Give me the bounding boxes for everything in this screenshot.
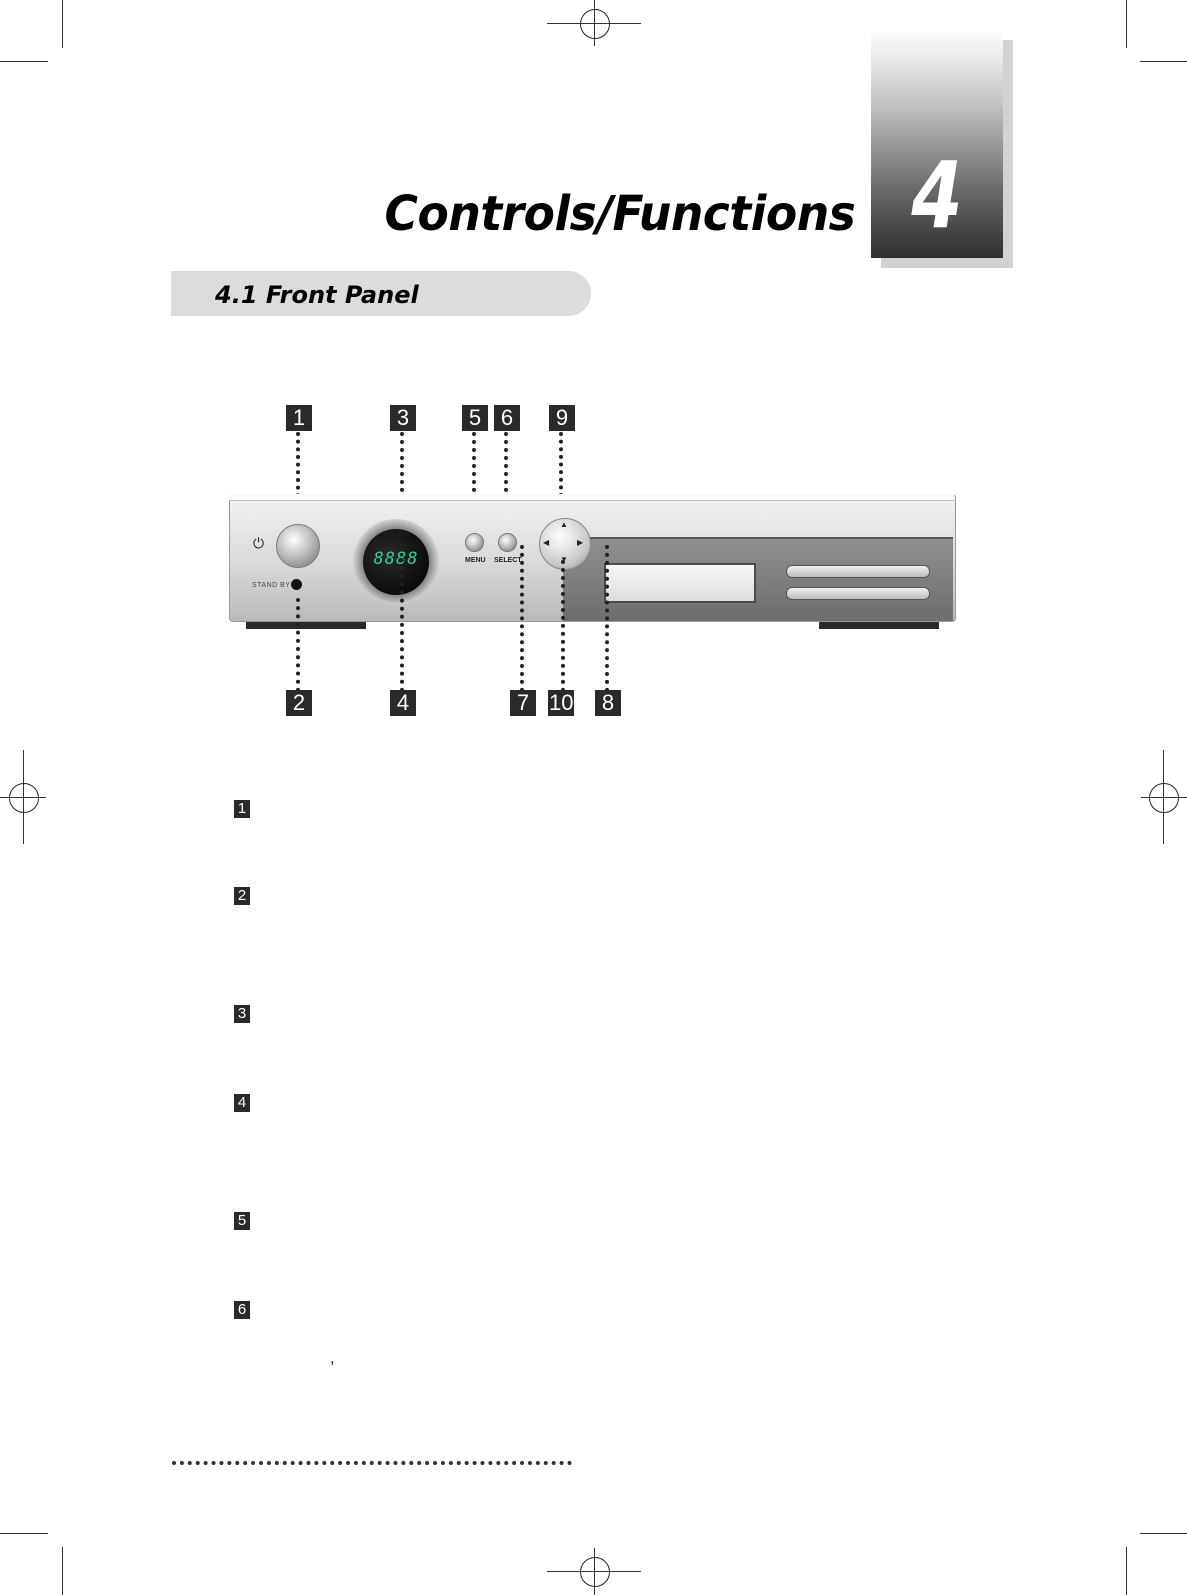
page-title: Controls/Functions	[384, 186, 856, 242]
menu-label: MENU	[465, 557, 486, 564]
vent-grille	[786, 587, 930, 600]
callout-6: 6	[494, 405, 520, 431]
select-label: SELECT	[494, 557, 522, 564]
crop-mark	[0, 1533, 48, 1534]
crop-mark	[1126, 0, 1127, 48]
leader-line-10	[561, 560, 565, 692]
registration-mark	[580, 1557, 610, 1587]
crop-mark	[62, 1547, 63, 1595]
arrow-down-icon: ▼	[560, 555, 568, 564]
receiver-top-edge	[229, 494, 954, 501]
registration-mark	[580, 9, 610, 39]
legend-marker-1: 1	[234, 800, 250, 818]
legend-marker-4: 4	[234, 1094, 250, 1112]
vent-grille	[786, 565, 930, 578]
leader-line-2	[296, 598, 300, 692]
legend-marker-3: 3	[234, 1005, 250, 1023]
select-button[interactable]	[498, 533, 517, 552]
callout-5: 5	[462, 405, 488, 431]
callout-7: 7	[510, 690, 536, 716]
legend-marker-2: 2	[234, 887, 250, 905]
stray-text: ,	[330, 1350, 335, 1367]
crop-mark	[62, 0, 63, 48]
crop-mark	[1140, 1533, 1187, 1534]
leader-line-4	[400, 558, 404, 692]
callout-2: 2	[286, 690, 312, 716]
footer-divider	[172, 1461, 572, 1465]
power-button[interactable]	[276, 524, 320, 568]
legend-marker-5: 5	[234, 1212, 250, 1230]
callout-9: 9	[549, 405, 575, 431]
callout-10: 10	[549, 690, 574, 715]
leader-line-7	[520, 545, 524, 692]
legend-marker-6: 6	[234, 1301, 250, 1319]
power-icon: ⏻	[253, 535, 265, 551]
callout-8: 8	[595, 690, 621, 716]
crop-mark	[0, 61, 48, 62]
standby-label: STAND BY	[252, 582, 291, 589]
card-slot[interactable]	[604, 563, 756, 603]
standby-led-icon	[291, 579, 302, 590]
menu-button[interactable]	[465, 533, 484, 552]
callout-4: 4	[390, 690, 416, 716]
led-display-digits: 8888	[373, 549, 419, 569]
leader-line-8	[605, 545, 609, 692]
crop-mark	[1140, 61, 1187, 62]
registration-mark	[1149, 783, 1179, 813]
arrow-up-icon: ▲	[560, 520, 568, 529]
crop-mark	[1126, 1547, 1127, 1595]
arrow-left-icon: ◀	[543, 538, 550, 547]
callout-3: 3	[390, 405, 416, 431]
section-title: 4.1 Front Panel	[215, 281, 419, 309]
registration-mark	[9, 783, 39, 813]
callout-1: 1	[286, 405, 312, 431]
chapter-number: 4	[911, 142, 963, 249]
arrow-right-icon: ▶	[577, 538, 584, 547]
